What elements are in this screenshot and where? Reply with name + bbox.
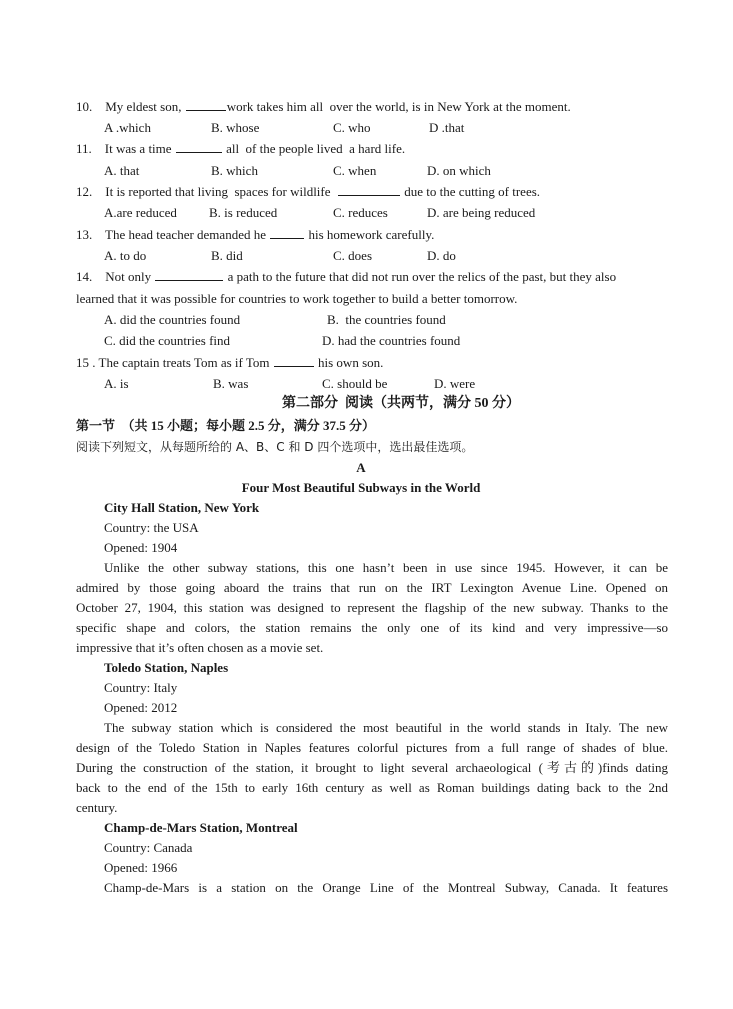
option-d: D. are being reduced: [427, 205, 536, 220]
answer-blank: [274, 353, 314, 367]
question-14: 14. Not only a path to the future that did not run over the relics of the past, but they also: [76, 269, 617, 284]
option-d: D. on which: [427, 163, 491, 178]
option-b: B. was: [213, 376, 249, 391]
station-opened: Opened: 1966: [104, 860, 178, 875]
question-12: 12. It is reported that living spaces for wildlife due to the cutting of trees.: [76, 184, 541, 199]
option-d: D. had the countries found: [322, 333, 461, 348]
paragraph-line: back to the end of the 15th to early 16th century as well as Roman buildings dating back to the 2nd: [76, 780, 668, 795]
paragraph-line: Champ-de-Mars is a station on the Orange Line of the Montreal Subway, Canada. It features: [104, 880, 668, 895]
option-c: C. did the countries find: [104, 333, 231, 348]
paragraph-line: Unlike the other subway stations, this one hasn’t been in use since 1945. However, it can be: [104, 560, 668, 575]
answer-blank: [186, 97, 226, 111]
station-name: Toledo Station, Naples: [104, 660, 229, 675]
option-a: A. did the countries found: [104, 312, 241, 327]
option-a: A. to do: [104, 248, 147, 263]
option-c: C. should be: [322, 376, 388, 391]
option-c: C. does: [333, 248, 372, 263]
part-title: 第二部分 阅读（共两节，满分 50 分）: [282, 396, 520, 411]
passage-letter: A: [356, 460, 366, 475]
option-d: D. were: [434, 376, 476, 391]
station-country: Country: Canada: [104, 840, 193, 855]
question-11: 11. It was a time all of the people lived a hard life.: [76, 141, 406, 156]
question-10: 10. My eldest son, work takes him all over the world, is in New York at the moment.: [76, 99, 571, 114]
paragraph-line: The subway station which is considered the most beautiful in the world stands in Italy. The new: [104, 720, 668, 735]
station-country: Country: Italy: [104, 680, 178, 695]
option-b: B. which: [211, 163, 258, 178]
option-a: A. is: [104, 376, 129, 391]
question-14-line2: learned that it was possible for countries to work together to build a better tomorrow.: [76, 291, 518, 306]
station-country: Country: the USA: [104, 520, 199, 535]
answer-blank: [155, 267, 223, 281]
answer-blank: [338, 182, 400, 196]
paragraph-line: specific shape and colors, the station remains the only one of its kind and very impressive—so: [76, 620, 668, 635]
paragraph-line: impressive that it’s often chosen as a movie set.: [76, 640, 324, 655]
station-name: Champ-de-Mars Station, Montreal: [104, 820, 298, 835]
option-a: A .which: [104, 120, 151, 135]
instructions: 阅读下列短文，从每题所给的 A、B、C 和 D 四个选项中，选出最佳选项。: [76, 440, 474, 454]
option-a: A. that: [104, 163, 140, 178]
question-13: 13. The head teacher demanded he his homework carefully.: [76, 227, 435, 242]
station-opened: Opened: 1904: [104, 540, 178, 555]
option-b: B. the countries found: [327, 312, 446, 327]
option-c: C. reduces: [333, 205, 388, 220]
option-d: D. do: [427, 248, 456, 263]
option-d: D .that: [429, 120, 465, 135]
answer-blank: [176, 139, 222, 153]
paragraph-line: October 27, 1904, this station was designed to represent the flagship of the new subway. Thanks to the: [76, 600, 668, 615]
option-b: B. is reduced: [209, 205, 278, 220]
option-b: B. whose: [211, 120, 260, 135]
passage-title: Four Most Beautiful Subways in the World: [241, 480, 481, 495]
paragraph-line: During the construction of the station, it brought to light several archaeological (考古的)finds dating: [76, 760, 668, 775]
paragraph-line: design of the Toledo Station in Naples features colorful pictures from a full range of shades of blue.: [76, 740, 668, 755]
option-a: A.are reduced: [104, 205, 177, 220]
paragraph-line: century.: [76, 800, 118, 815]
answer-blank: [270, 225, 304, 239]
station-name: City Hall Station, New York: [104, 500, 260, 515]
paragraph-line: admired by those going aboard the trains that run on the IRT Lexington Avenue Line. Opened on: [76, 580, 668, 595]
station-opened: Opened: 2012: [104, 700, 178, 715]
option-c: C. who: [333, 120, 371, 135]
option-b: B. did: [211, 248, 243, 263]
question-15: 15 . The captain treats Tom as if Tom his own son.: [76, 355, 384, 370]
option-c: C. when: [333, 163, 377, 178]
section-heading: 第一节 （共 15 小题；每小题 2.5 分，满分 37.5 分）: [76, 418, 376, 433]
